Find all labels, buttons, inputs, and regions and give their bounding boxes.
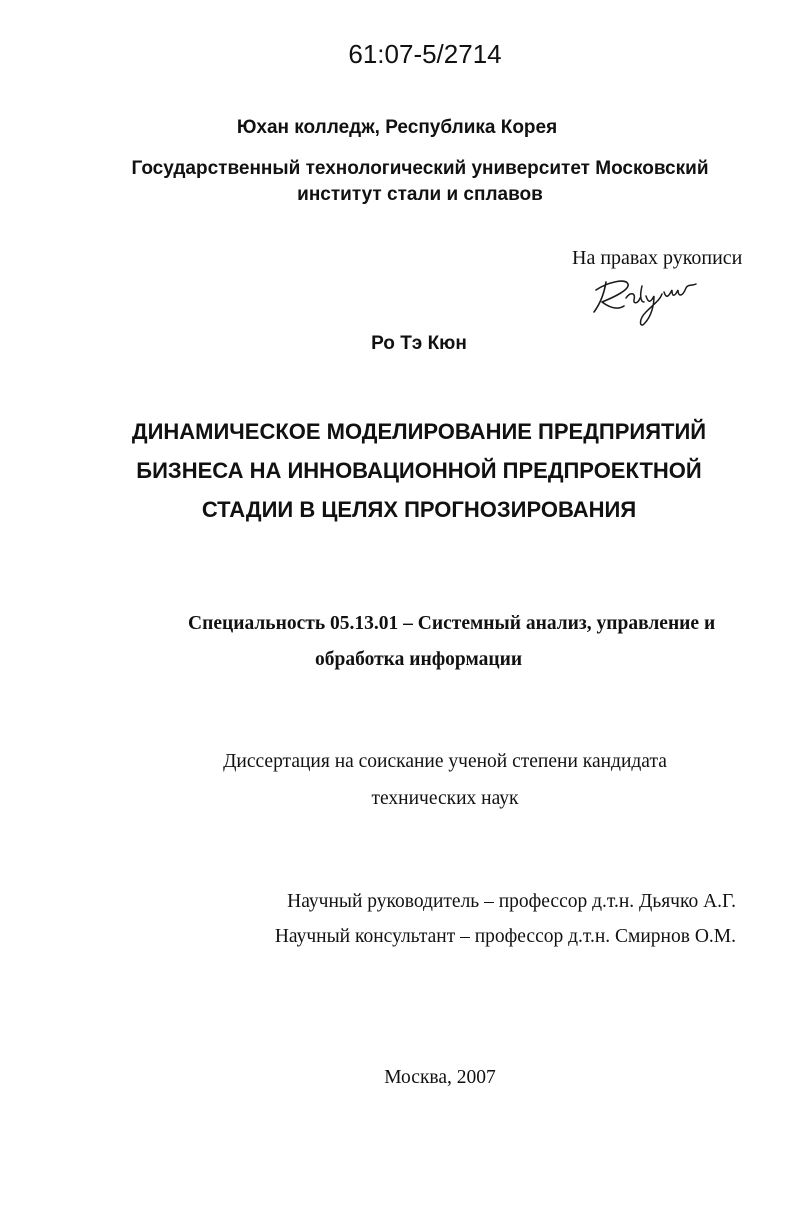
title-line-2: БИЗНЕСА НА ИННОВАЦИОННОЙ ПРЕДПРОЕКТНОЙ <box>136 458 702 483</box>
organization-line-1: Юхан колледж, Республика Корея <box>236 117 558 138</box>
specialty-line-2: обработка информации <box>315 649 523 670</box>
specialty-line-1: Специальность 05.13.01 – Системный анализ, управление и <box>188 613 716 634</box>
organization-line-2: Государственный технологический университет Московский <box>131 158 709 179</box>
organization-line-3: институт стали и сплавов <box>297 184 543 205</box>
scientific-advisor: Научный руководитель – профессор д.т.н. Дьячко А.Г. <box>287 891 736 912</box>
document-code: 61:07-5/2714 <box>348 39 502 69</box>
title-line-3: СТАДИИ В ЦЕЛЯХ ПРОГНОЗИРОВАНИЯ <box>201 497 637 522</box>
dissertation-line-2: технических наук <box>371 788 519 809</box>
title-line-1: ДИНАМИЧЕСКОЕ МОДЕЛИРОВАНИЕ ПРЕДПРИЯТИЙ <box>131 419 707 444</box>
handwritten-signature <box>588 268 708 332</box>
scientific-consultant: Научный консультант – профессор д.т.н. Смирнов О.М. <box>274 926 736 947</box>
manuscript-rights-note: На правах рукописи <box>572 247 743 269</box>
author-name: Ро Тэ Кюн <box>371 333 467 354</box>
city-year: Москва, 2007 <box>384 1067 496 1088</box>
dissertation-line-1: Диссертация на соискание ученой степени кандидата <box>223 751 667 772</box>
